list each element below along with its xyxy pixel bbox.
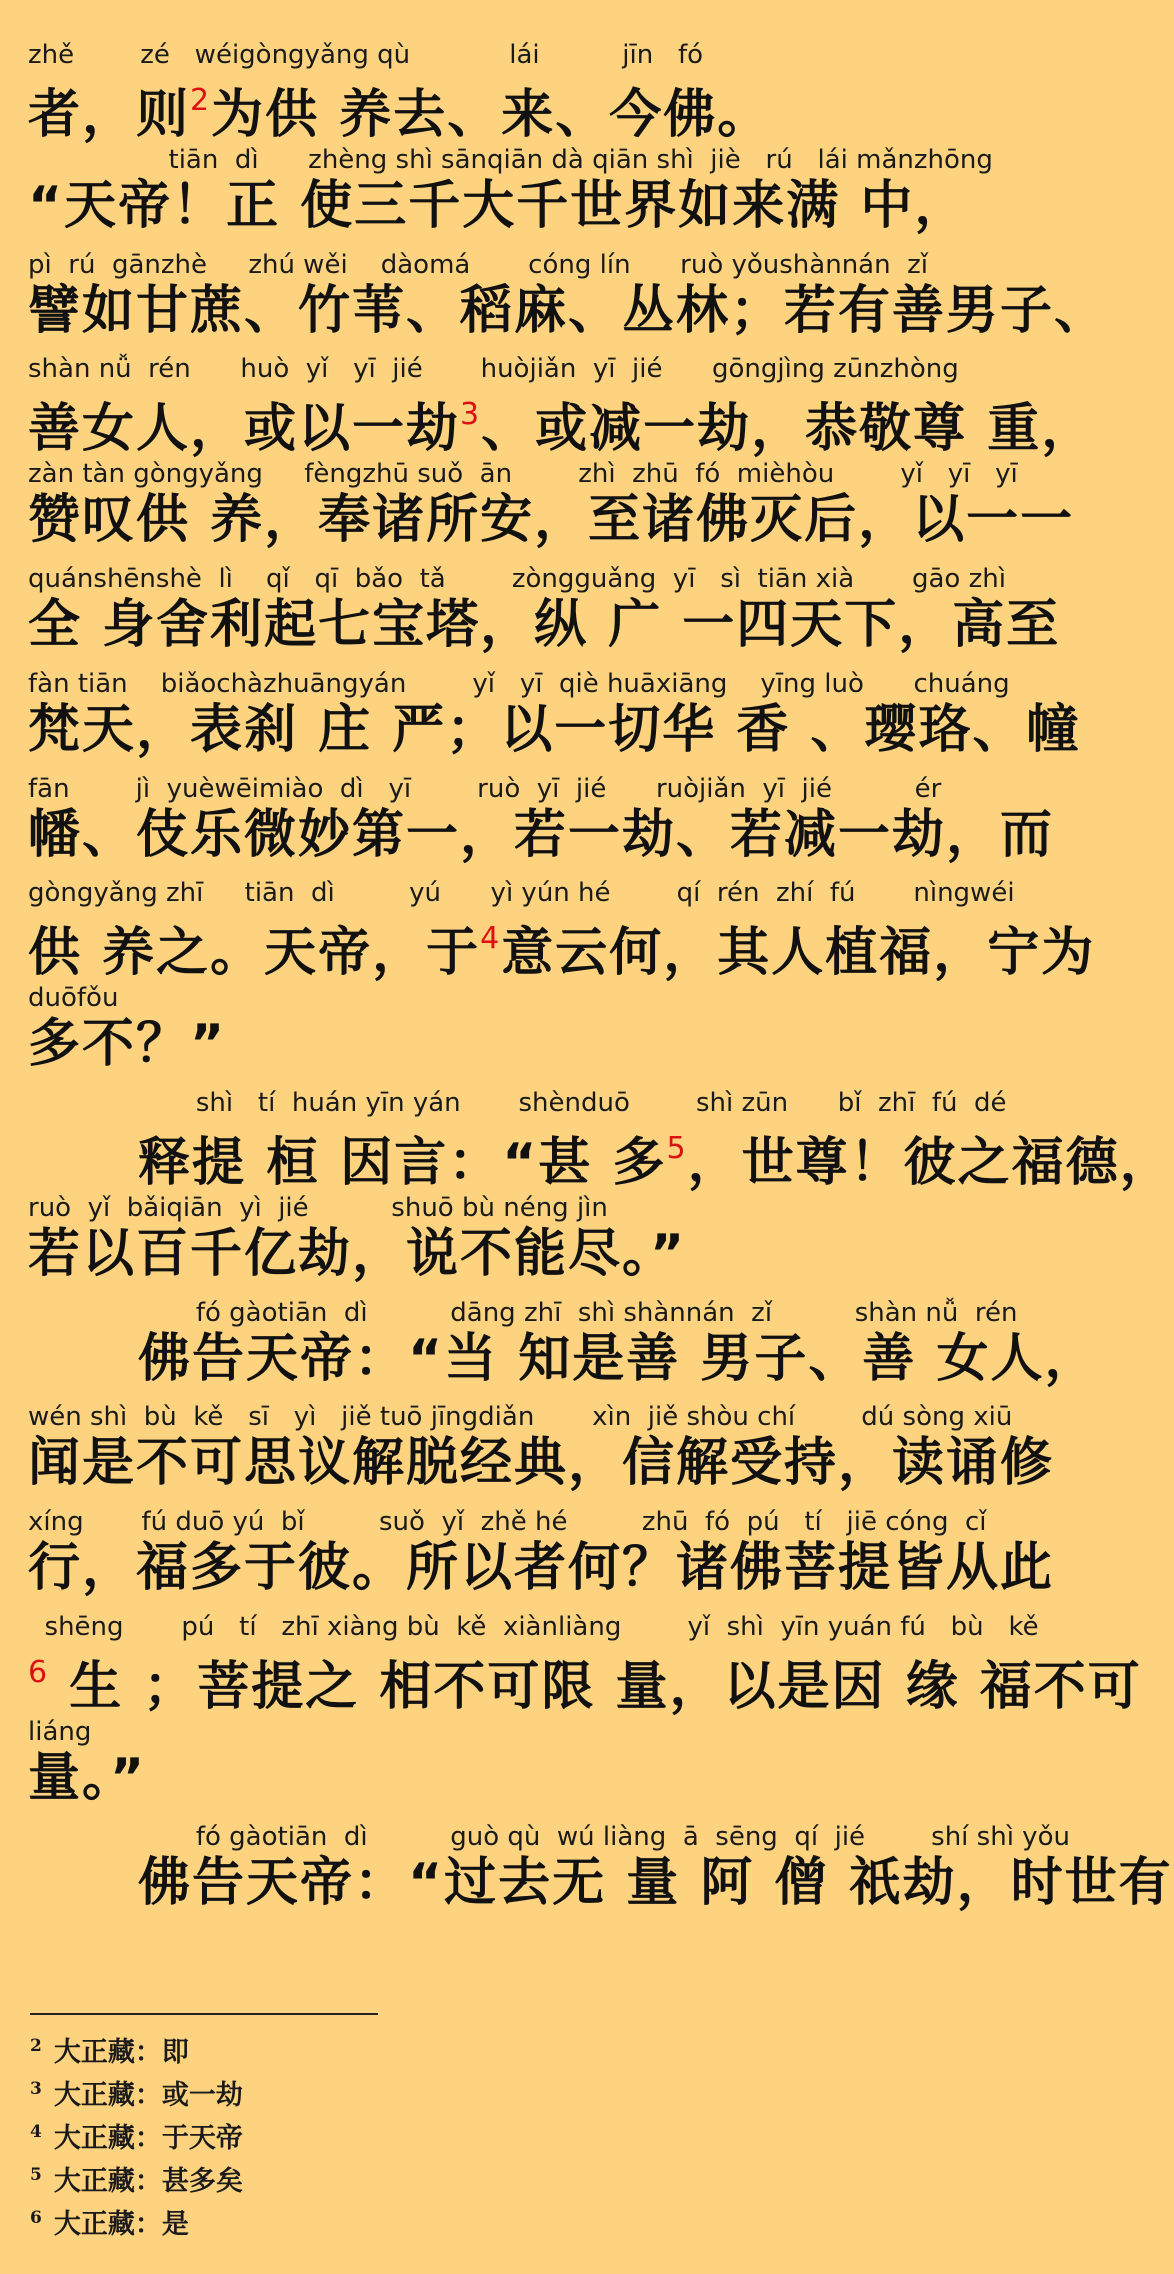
text-line — [28, 668, 1081, 761]
hanzi-line — [28, 1642, 1142, 1717]
text-line — [138, 1297, 1099, 1390]
footnote-text: 大正藏：于天帝 — [53, 2123, 243, 2154]
hanzi-text: 生 ；菩提之 相不可限 量，以是因 缘 福不可 — [49, 1657, 1142, 1717]
hanzi-text: 为供 养去、来、今佛。 — [211, 85, 772, 145]
hanzi-line — [28, 70, 1058, 145]
hanzi-text: 供 养之。天帝，于 — [28, 923, 481, 984]
text-line — [28, 1612, 1142, 1717]
hanzi-line — [28, 908, 1096, 984]
hanzi-line — [28, 1223, 1058, 1285]
pinyin-line: liáng — [28, 1716, 92, 1747]
hanzi-line — [28, 175, 1058, 237]
pinyin-line: zàn tàn gòngyǎng fèngzhū suǒ ān zhì zhū fó mièhòu yǐ yī yī — [28, 459, 1018, 490]
hanzi-line — [138, 1118, 1174, 1193]
footnote-text: 大正藏：是 — [53, 2209, 189, 2240]
hanzi-text: 梵天，表刹 庄 严；以一切华 香 、璎珞、幢 — [28, 699, 1081, 760]
hanzi-line — [28, 1747, 1058, 1809]
footnote-mark: 4 — [480, 921, 502, 957]
hanzi-text: 全 身舍利起七宝塔，纵 广 一四天下，高至 — [28, 595, 1061, 655]
footnote — [30, 2200, 189, 2243]
footnote-mark: 3 — [460, 397, 482, 433]
pinyin-line: shēng pú tí zhī xiàng bù kě xiànliàng yǐ shì yīn yuán fú bù kě — [28, 1612, 1039, 1642]
hanzi-text: 释提 桓 因言：“甚 多 — [138, 1133, 667, 1193]
pinyin-line: fàn tiān biǎochàzhuāngyán yǐ yī qiè huāxiāng yīng luò chuáng — [28, 668, 1010, 699]
text-line — [28, 40, 1058, 145]
pinyin-line: ruò yǐ bǎiqiān yì jié shuō bù néng jìn — [28, 1192, 608, 1223]
hanzi-text: 者，则 — [28, 85, 191, 145]
footnote-mark: 6 — [28, 1655, 50, 1690]
hanzi-text: 佛告天帝：“当 知是善 男子、善 女人， — [138, 1328, 1099, 1389]
text-line — [28, 1193, 1058, 1285]
hanzi-line — [138, 1328, 1099, 1390]
footnote-number: 3 — [30, 2079, 42, 2099]
footnote-mark: 2 — [190, 83, 212, 118]
footnote-number: 2 — [30, 2036, 42, 2056]
footnote-divider — [30, 2013, 378, 2015]
text-line — [28, 1717, 1058, 1809]
hanzi-text: 幡、伎乐微妙第一，若一劫、若减一劫，而 — [28, 804, 1055, 865]
text-line — [28, 249, 1109, 342]
pinyin-line: shàn nǚ rén huò yǐ yī jié huòjiǎn yī jié gōngjìng zūnzhòng — [28, 354, 959, 385]
text-line — [28, 354, 1096, 460]
text-line — [28, 983, 1058, 1075]
hanzi-text: 意云何，其人植福，宁为 — [501, 923, 1096, 984]
footnote-text: 大正藏：甚多矣 — [53, 2166, 243, 2197]
pinyin-line: gòngyǎng zhī tiān dì yú yì yún hé qí rén zhí fú nìngwéi — [28, 878, 1015, 909]
hanzi-text: 闻是不可思议解脱经典，信解受持，读诵修 — [28, 1433, 1055, 1494]
text-line — [28, 878, 1096, 984]
hanzi-text: 譬如甘蔗、竹苇、稻麻、丛林；若有善男子、 — [28, 280, 1109, 341]
pinyin-line: quánshēnshè lì qǐ qī bǎo tǎ zòngguǎng yī sì tiān xià gāo zhì — [28, 564, 1006, 594]
footnote-text: 大正藏：或一劫 — [53, 2080, 243, 2111]
hanzi-text: ，世尊！彼之福德， — [687, 1133, 1174, 1193]
pinyin-line: pì rú gānzhè zhú wěi dàomá cóng lín ruò yǒushànnán zǐ — [28, 249, 928, 280]
hanzi-text: 若以百千亿劫，说不能尽。” — [28, 1223, 687, 1284]
text-line — [28, 1507, 1058, 1599]
hanzi-text: 多不？” — [28, 1014, 227, 1075]
text-line — [28, 459, 1075, 551]
hanzi-text: 佛告天帝：“过去无 量 阿 僧 祇劫，时世有 — [138, 1852, 1173, 1913]
hanzi-line — [28, 489, 1075, 551]
text-line — [28, 145, 1058, 237]
hanzi-line — [28, 280, 1109, 342]
hanzi-line — [28, 1013, 1058, 1075]
footnote — [30, 2028, 189, 2071]
hanzi-line — [138, 1852, 1173, 1914]
hanzi-text: 善女人，或以一劫 — [28, 399, 461, 460]
hanzi-text: “天帝！正 使三千大千世界如来满 中， — [28, 175, 969, 236]
pinyin-line: fó gàotiān dì dāng zhī shì shànnán zǐ shàn nǚ rén — [138, 1297, 1018, 1328]
hanzi-text: 行，福多于彼。所以者何？诸佛菩提皆从此 — [28, 1538, 1055, 1599]
hanzi-text: 、或减一劫，恭敬尊 重， — [481, 399, 1096, 460]
footnote-number: 6 — [30, 2208, 42, 2228]
pinyin-line: wén shì bù kě sī yì jiě tuō jīngdiǎn xìn jiě shòu chí dú sòng xiū — [28, 1402, 1013, 1433]
text-line — [28, 1402, 1058, 1494]
pinyin-line: fó gàotiān dì guò qù wú liàng ā sēng qí jié shí shì yǒu — [138, 1821, 1070, 1852]
hanzi-text: 赞叹供 养，奉诸所安，至诸佛灭后，以一一 — [28, 490, 1075, 551]
text-line — [138, 1088, 1174, 1193]
footnote — [30, 2114, 243, 2157]
hanzi-text: 量。” — [28, 1747, 147, 1808]
pinyin-line: fān jì yuèwēimiào dì yī ruò yī jié ruòjiǎn yī jié ér — [28, 773, 942, 804]
hanzi-line — [28, 594, 1061, 656]
pinyin-line: duōfǒu — [28, 983, 119, 1014]
footnote-text: 大正藏：即 — [53, 2037, 189, 2068]
pinyin-line: xíng fú duō yú bǐ suǒ yǐ zhě hé zhū fó pú tí jiē cóng cǐ — [28, 1507, 987, 1538]
pinyin-line: zhě zé wéigòngyǎng qù lái jīn fó — [28, 40, 704, 70]
footnote — [30, 2157, 243, 2200]
footnote-number: 5 — [30, 2165, 42, 2185]
pinyin-line: tiān dì zhèng shì sānqiān dà qiān shì jiè rú lái mǎnzhōng — [28, 144, 993, 175]
text-line — [138, 1821, 1173, 1914]
hanzi-line — [28, 699, 1081, 761]
hanzi-line — [28, 1537, 1058, 1599]
hanzi-line — [28, 384, 1096, 460]
footnote-mark: 5 — [666, 1131, 688, 1166]
hanzi-line — [28, 804, 1058, 866]
hanzi-line — [28, 1432, 1058, 1494]
text-line — [28, 564, 1061, 656]
footnote — [30, 2071, 243, 2114]
footnote-number: 4 — [30, 2122, 42, 2142]
text-line — [28, 774, 1058, 866]
pinyin-line: shì tí huán yīn yán shènduō shì zūn bǐ zhī fú dé — [138, 1088, 1007, 1118]
